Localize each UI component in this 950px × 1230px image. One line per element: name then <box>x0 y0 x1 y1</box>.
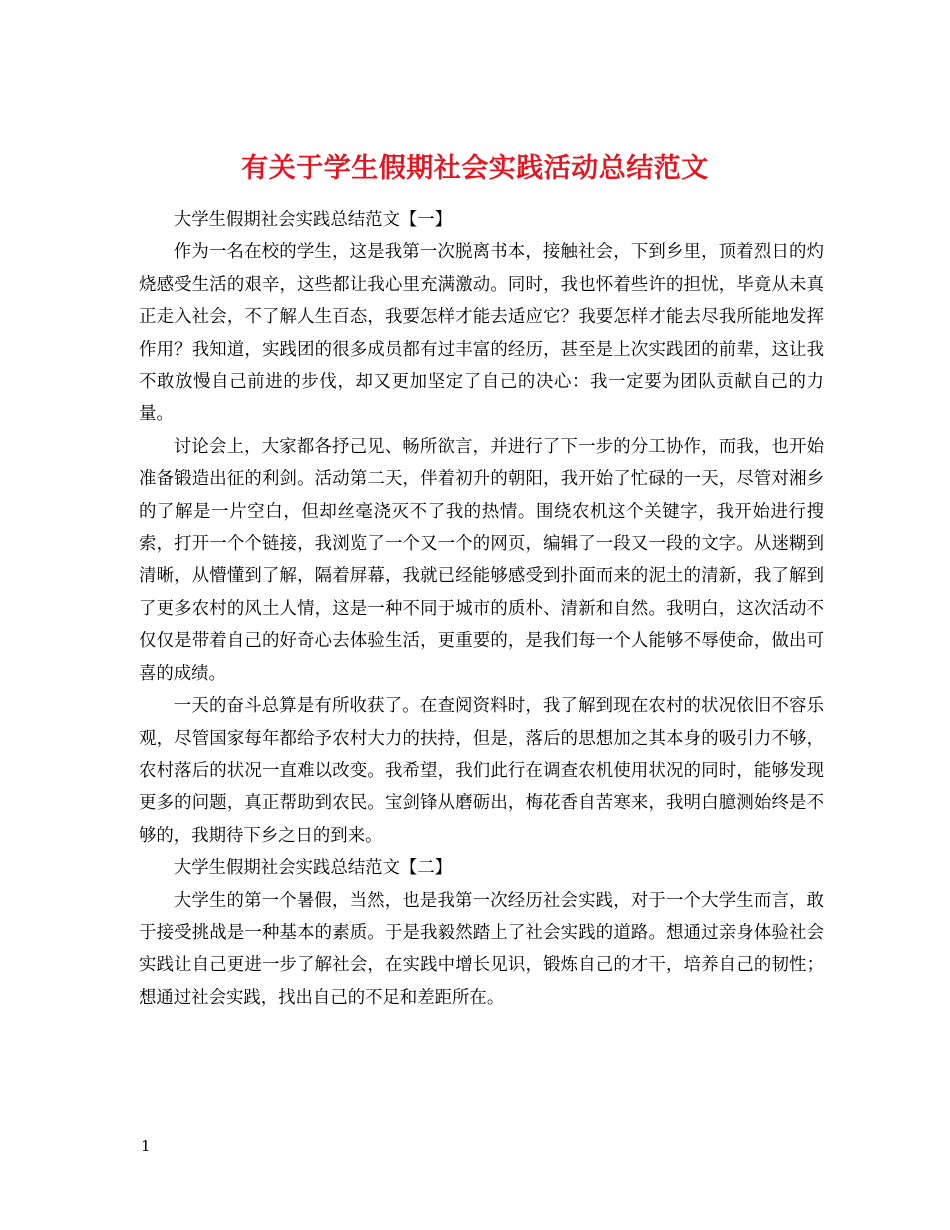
section-heading: 大学生假期社会实践总结范文【一】 <box>173 210 453 230</box>
paragraph: 讨论会上，大家都各抒己见、畅所欲言，并进行了下一步的分工协作，而我，也开始准备锻造出征的利剑。活动第二天，伴着初升的朝阳，我开始了忙碌的一天，尽管对湘乡的了解是一片空白，但却丝毫浇灭不了我的热情。围绕农机这个关键字，我开始进行搜索，打开一个个链接，我浏览了一个又一个的网页，编辑了一段又一段的文字。从迷糊到清晰，从懵懂到了解，隔着屏幕，我就已经能够感受到扑面而来的泥土的清新，我了解到了更多农村的风土人情，这是一种不同于城市的质朴、清新和自然。我明白，这次活动不仅仅是带着自己的好奇心去体验生活，更重要的，是我们每一个人能够不辱使命，做出可喜的成绩。 <box>139 436 824 684</box>
paragraph: 一天的奋斗总算是有所收获了。在查阅资料时，我了解到现在农村的状况依旧不容乐观，尽管国家每年都给予农村大力的扶持，但是，落后的思想加之其本身的吸引力不够，农村落后的状况一直难以改变。我希望，我们此行在调查农机使用状况的同时，能够发现更多的问题，真正帮助到农民。宝剑锋从磨砺出，梅花香自苦寒来，我明白臆测始终是不够的，我期待下乡之日的到来。 <box>139 696 824 846</box>
paragraph: 大学生的第一个暑假，当然，也是我第一次经历社会实践，对于一个大学生而言，敢于接受挑战是一种基本的素质。于是我毅然踏上了社会实践的道路。想通过亲身体验社会实践让自己更进一步了解社会，在实践中增长见识，锻炼自己的才干，培养自己的韧性；想通过社会实践，找出自己的不足和差距所在。 <box>139 890 824 1008</box>
page-number: 1 <box>141 1137 151 1155</box>
paragraph: 作为一名在校的学生，这是我第一次脱离书本，接触社会，下到乡里，顶着烈日的灼烧感受生活的艰辛，这些都让我心里充满激动。同时，我也怀着些许的担忧，毕竟从未真正走入社会，不了解人生百态，我要怎样才能去适应它？我要怎样才能去尽我所能地发挥作用？我知道，实践团的很多成员都有过丰富的经历，甚至是上次实践团的前辈，这让我不敢放慢自己前进的步伐，却又更加坚定了自己的决心：我一定要为团队贡献自己的力量。 <box>139 242 824 425</box>
page-title: 有关于学生假期社会实践活动总结范文 <box>241 153 709 185</box>
document-body <box>139 204 824 1014</box>
section-heading: 大学生假期社会实践总结范文【二】 <box>173 858 453 879</box>
